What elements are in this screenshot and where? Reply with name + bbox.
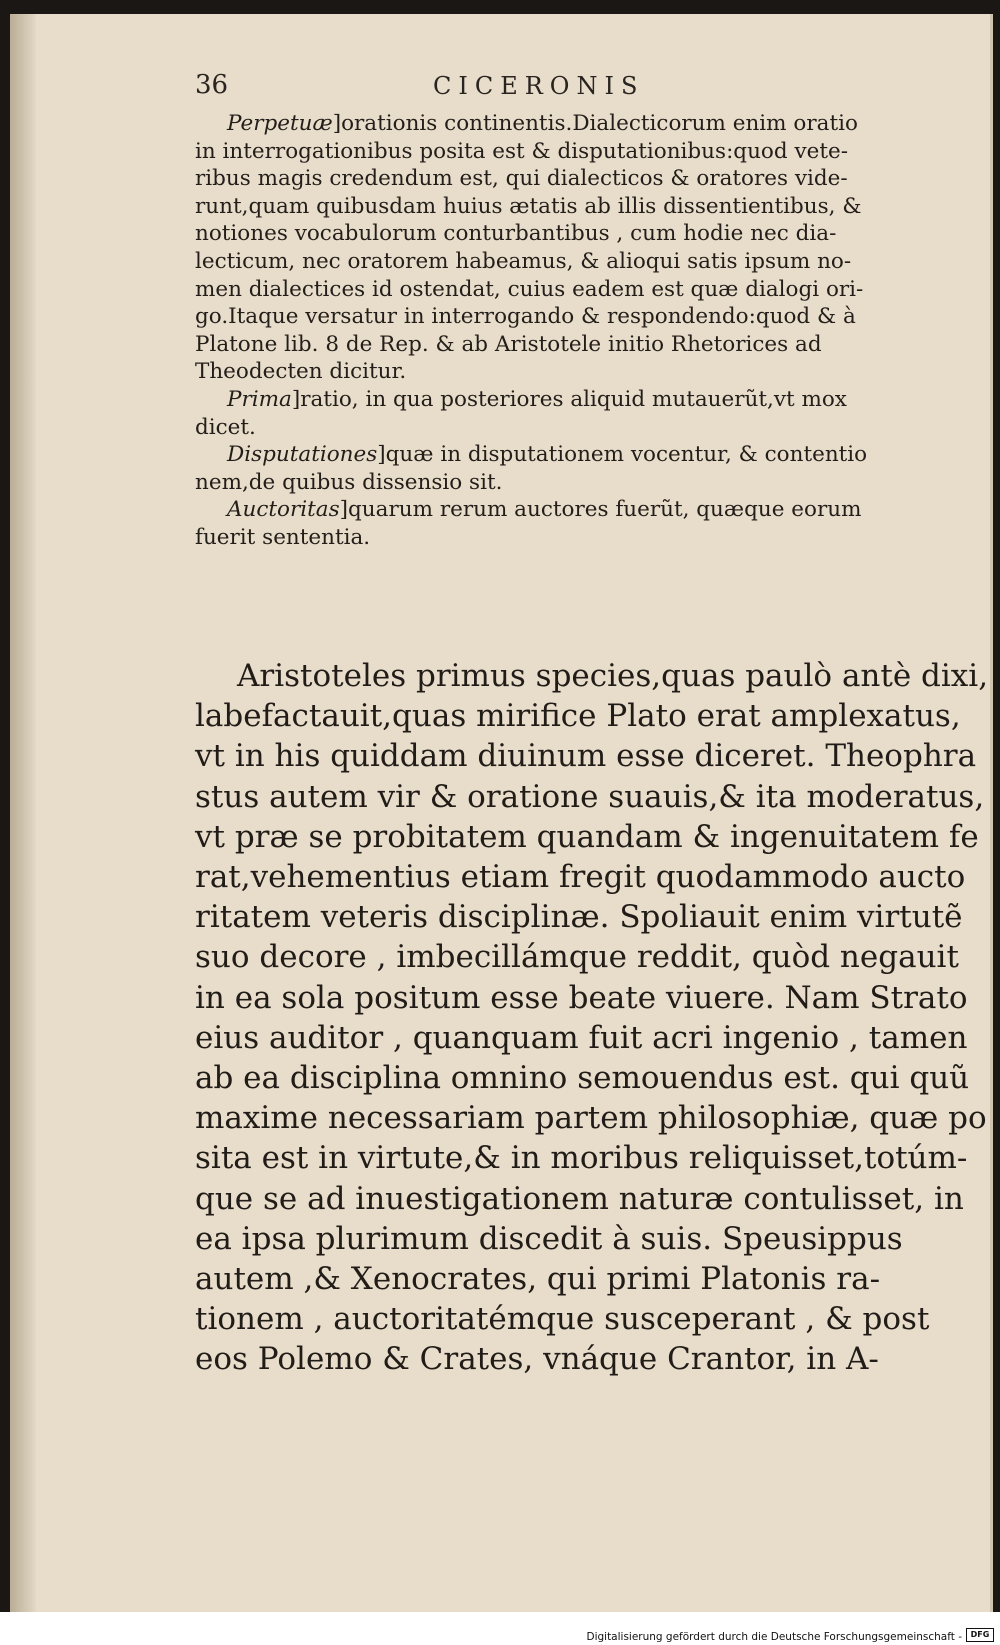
page-number: 36 xyxy=(195,70,229,100)
note-text: ]quarum rerum auctores fuerũt, quæque eorum xyxy=(339,497,862,523)
text-line: rat,vehementius etiam fregit quodammodo aucto xyxy=(195,859,966,896)
note-lemma: Prima xyxy=(227,386,292,412)
text-line: vt præ se probitatem quandam & ingenuitatem fe xyxy=(195,818,979,855)
note-line xyxy=(195,386,925,414)
funding-credit: Digitalisierung gefördert durch die Deutsche Forschungsgemeinschaft - xyxy=(586,1631,962,1643)
note-line: ribus magis credendum est, qui dialecticos & oratores vide- xyxy=(195,166,848,192)
page-header xyxy=(195,70,915,104)
text-line: ab ea disciplina omnino semouendus est. qui quũ xyxy=(195,1060,970,1097)
note-lemma: Auctoritas xyxy=(227,497,340,523)
text-line: stus autem vir & oratione suauis,& ita moderatus, xyxy=(195,778,985,815)
note-line: men dialectices id ostendat, cuius eadem est quæ dialogi ori- xyxy=(195,276,864,302)
text-line: Aristoteles primus species,quas paulò antè dixi, xyxy=(237,658,989,694)
note-line: fuerit sententia. xyxy=(195,524,371,550)
text-line: eos Polemo & Crates, vnáque Crantor, in A- xyxy=(195,1341,879,1378)
note-text: ]ratio, in qua posteriores aliquid mutauerũt,vt mox xyxy=(291,386,847,412)
note-text: ]quæ in disputationem vocentur, & contentio xyxy=(377,442,868,468)
main-text xyxy=(195,656,989,1380)
note-lemma: Disputationes xyxy=(227,442,378,468)
text-line: eius auditor , quanquam fuit acri ingenio , tamen xyxy=(195,1019,968,1056)
text-line: autem ,& Xenocrates, qui primi Platonis ra- xyxy=(195,1261,881,1298)
text-line: sita est in virtute,& in moribus reliquisset,totúm- xyxy=(195,1140,968,1177)
text-line: que se ad inuestigationem naturæ contulisset, in xyxy=(195,1180,964,1217)
text-line: suo decore , imbecillámque reddit, quòd negauit xyxy=(195,939,959,976)
note-line: Theodecten dicitur. xyxy=(195,359,407,385)
dfg-logo: DFG xyxy=(966,1628,994,1642)
page-gutter-shadow xyxy=(10,14,36,1612)
note-line: in interrogationibus posita est & disputationibus:quod vete- xyxy=(195,138,848,164)
note-lemma: Perpetuæ xyxy=(227,111,333,136)
note-line: nem,de quibus dissensio sit. xyxy=(195,469,503,495)
note-text: ]orationis continentis.Dialecticorum enim oratio xyxy=(332,111,858,136)
note-line: notiones vocabulorum conturbantibus , cum hodie nec dia- xyxy=(195,221,837,247)
note-line xyxy=(195,496,925,524)
note-line xyxy=(195,110,925,138)
running-title: CICERONIS xyxy=(433,72,645,100)
text-line: vt in his quiddam diuinum esse diceret. Theophra xyxy=(195,738,977,775)
text-line: in ea sola positum esse beate viuere. Nam Strato xyxy=(195,979,968,1016)
note-line: dicet. xyxy=(195,414,256,440)
note-line: lecticum, nec oratorem habeamus, & alioqui satis ipsum no- xyxy=(195,248,852,274)
text-line: tionem , auctoritatémque susceperant , & post xyxy=(195,1301,930,1338)
note-line: runt,quam quibusdam huius ætatis ab illis dissentientibus, & xyxy=(195,193,862,219)
text-line: maxime necessariam partem philosophiæ, quæ po xyxy=(195,1100,987,1137)
commentary-notes xyxy=(195,110,925,552)
text-line: labefactauit,quas mirifice Plato erat amplexatus, xyxy=(195,698,961,735)
text-line: ea ipsa plurimum discedit à suis. Speusippus xyxy=(195,1220,903,1257)
note-line xyxy=(195,441,925,469)
note-line: Platone lib. 8 de Rep. & ab Aristotele initio Rhetorices ad xyxy=(195,331,822,357)
note-line: go.Itaque versatur in interrogando & respondendo:quod & à xyxy=(195,304,856,330)
text-line: ritatem veteris disciplinæ. Spoliauit enim virtutẽ xyxy=(195,899,963,936)
